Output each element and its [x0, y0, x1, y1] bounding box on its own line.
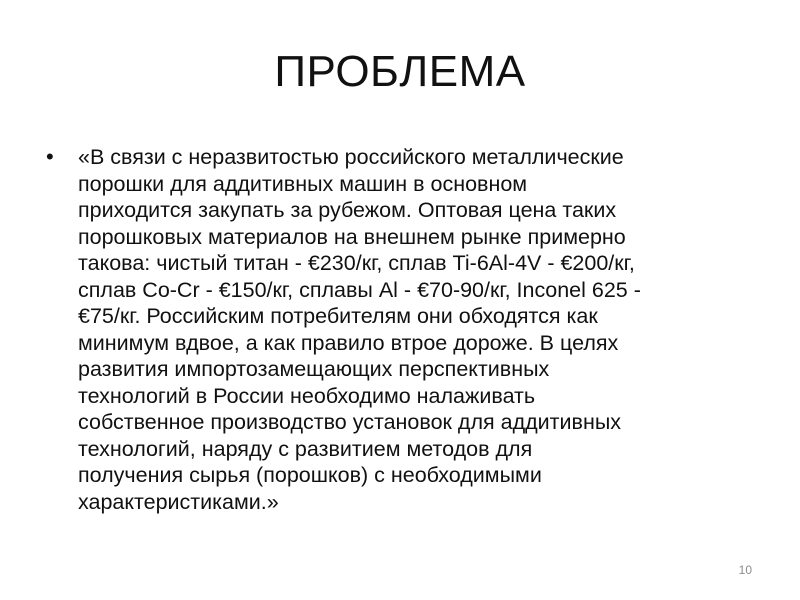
- bullet-list: [44, 144, 764, 515]
- quote-line-6: сплав Co-Cr - €150/кг, сплавы Al - €70-90/кг, Inconel 625 -: [78, 277, 641, 302]
- quote-line-3: приходится закупать за рубежом. Оптовая цена таких: [78, 198, 617, 222]
- quote-line-9: развития импортозамещающих перспективных: [78, 357, 550, 381]
- bullet-icon: •: [46, 144, 54, 169]
- page-number: 10: [738, 563, 752, 577]
- quote-line-8: минимум вдвое, а как правило втрое дороже. В целях: [78, 330, 619, 355]
- quote-line-12: технологий, наряду с развитием методов для: [78, 436, 533, 461]
- quote-line-5: такова: чистый титан - €230/кг, сплав Ti-6Al-4V - €200/кг,: [78, 251, 635, 275]
- quote-line-4: порошковых материалов на внешнем рынке примерно: [78, 224, 626, 249]
- quote-line-2: порошки для аддитивных машин в основном: [78, 171, 528, 196]
- slide-title: ПРОБЛЕМА: [274, 47, 526, 96]
- quote-line-7: €75/кг. Российским потребителям они обходятся как: [78, 304, 598, 328]
- quote-line-1: «В связи с неразвитостью российского металлические: [78, 145, 624, 169]
- bullet-item: [44, 144, 764, 515]
- quote-line-14: характеристиками.»: [78, 489, 279, 514]
- quote-line-10: технологий в России необходимо налаживать: [78, 383, 536, 408]
- quote-line-13: получения сырья (порошков) с необходимыми: [78, 463, 542, 487]
- quote-line-11: собственное производство установок для аддитивных: [78, 410, 622, 434]
